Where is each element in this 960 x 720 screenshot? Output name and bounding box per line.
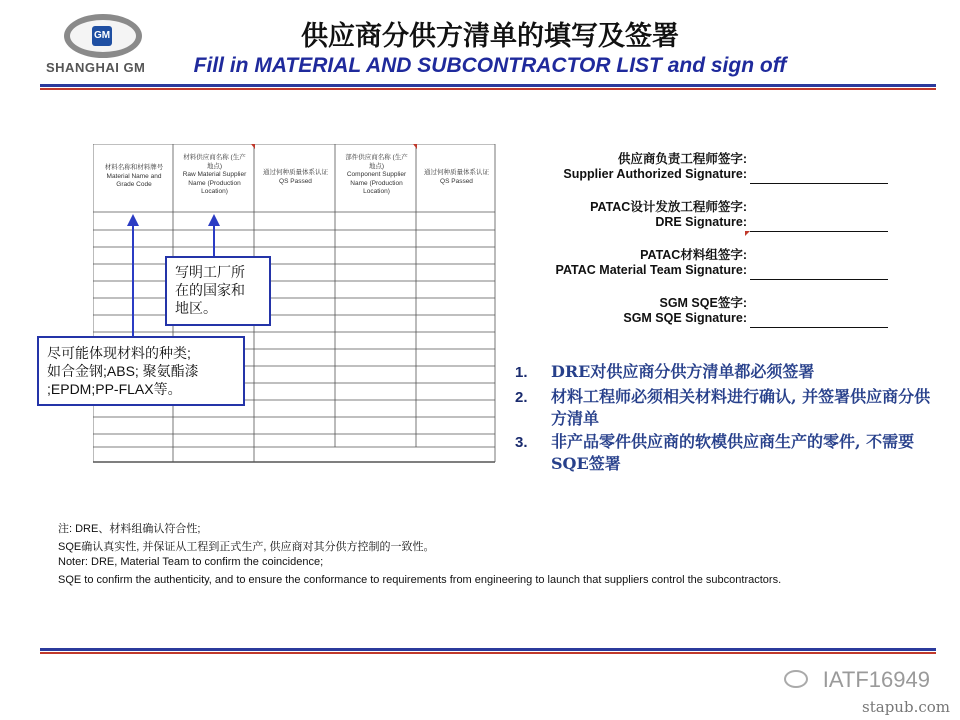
header-rule-red	[40, 88, 936, 90]
note-line: 注: DRE、材料组确认符合性;	[58, 523, 201, 535]
column-header-qs-passed-1: 通过何种质量体系认证 QS Passed	[263, 169, 328, 185]
wechat-icon	[784, 670, 808, 688]
list-number: 3.	[515, 434, 528, 451]
note-line: Noter: DRE, Material Team to confirm the coincidence;	[58, 556, 324, 568]
arrow-shaft	[213, 225, 215, 257]
column-header-raw-supplier: 材料供应商名称 (生产 地点) Raw Material Supplier Name (Production Location)	[182, 154, 247, 195]
signature-label-sqe-en: SGM SQE Signature:	[623, 311, 747, 325]
signature-label-sqe-cn: SGM SQE签字:	[659, 296, 747, 310]
page-title-cn: 供应商分供方清单的填写及签署	[301, 21, 679, 52]
company-logo-text: SHANGHAI GM	[46, 60, 146, 75]
list-number: 2.	[515, 389, 528, 406]
note-line: SQE确认真实性, 并保证从工程到正式生产, 供应商对其分供方控制的一致性。	[58, 541, 435, 553]
watermark-account: IATF16949	[822, 667, 930, 692]
list-item: 材料工程师必须相关材料进行确认, 并签署供应商分供方清单	[551, 387, 931, 428]
header-rule-blue	[40, 84, 936, 87]
footer-rule-red	[40, 652, 936, 654]
footer-rule-blue	[40, 648, 936, 651]
watermark-site: stapub.com	[862, 698, 950, 716]
page-title-en: Fill in MATERIAL AND SUBCONTRACTOR LIST and sign off	[193, 54, 787, 77]
signature-line-sqe	[750, 327, 888, 328]
callout-location-note: 写明工厂所 在的国家和 地区。	[165, 256, 271, 326]
signature-label-dre-en: DRE Signature:	[655, 215, 747, 229]
list-item: DRE对供应商分供方清单都必须签署	[551, 362, 815, 381]
material-subcontractor-form	[93, 144, 497, 466]
signature-line-material	[750, 279, 888, 280]
signature-line-dre	[750, 231, 888, 232]
signature-label-supplier-en: Supplier Authorized Signature:	[563, 167, 747, 181]
signature-line-supplier	[750, 183, 888, 184]
gm-logo-badge: GM	[92, 26, 112, 46]
comment-marker	[745, 231, 750, 236]
signature-label-dre-cn: PATAC设计发放工程师签字:	[590, 200, 747, 214]
list-number: 1.	[515, 364, 528, 381]
signature-label-material-en: PATAC Material Team Signature:	[555, 263, 747, 277]
column-header-material-name: 材料名称和材料牌号 Material Name and Grade Code	[104, 164, 164, 188]
arrow-shaft	[132, 225, 134, 337]
column-header-component-supplier: 部件供应商名称 (生产 地点) Component Supplier Name (Production Location)	[345, 154, 408, 195]
callout-material-note: 尽可能体现材料的种类; 如合金钢;ABS; 聚氨酯漆 ;EPDM;PP-FLAX等。	[37, 336, 245, 406]
signature-label-material-cn: PATAC材料组签字:	[640, 248, 747, 262]
signature-label-supplier-cn: 供应商负责工程师签字:	[617, 152, 747, 166]
column-header-qs-passed-2: 通过何种质量体系认证 QS Passed	[424, 169, 489, 185]
note-line: SQE to confirm the authenticity, and to ensure the conformance to requirements from engineering to launch that suppliers control the subcontractors.	[58, 574, 782, 586]
list-item: 非产品零件供应商的软模供应商生产的零件, 不需要SQE签署	[551, 432, 915, 473]
